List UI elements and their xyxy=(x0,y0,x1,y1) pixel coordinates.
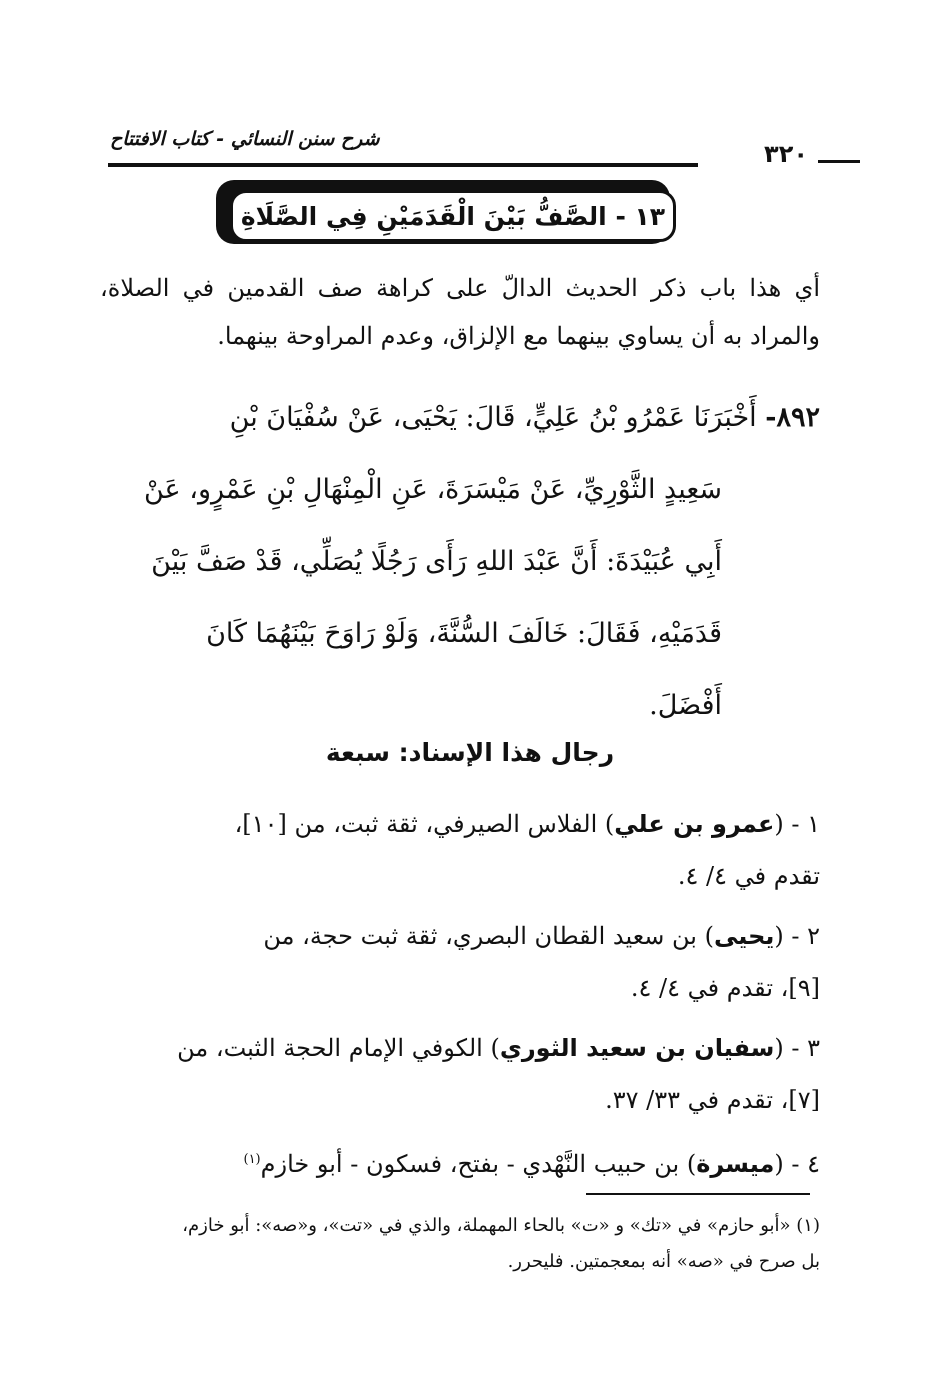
narrator-line xyxy=(100,798,820,850)
narrator-details: ) بن حبيب النَّهْدي - بفتح، فسكون - أبو خازم xyxy=(260,1150,697,1178)
running-title: شرح سنن النسائي - كتاب الافتتاح xyxy=(110,128,380,150)
footnotes xyxy=(100,1208,820,1280)
narrator-details: ) الكوفي الإمام الحجة الثبت، من xyxy=(177,1034,500,1062)
hadith-text xyxy=(100,382,820,742)
narrator-line: [٧]، تقدم في ٣٣/ ٣٧. xyxy=(605,1086,820,1114)
narrator-entry xyxy=(100,910,820,1014)
narrator-name: ميسرة xyxy=(696,1150,775,1178)
footnote-line: بل صرح في «صه» أنه بمعجمتين. فليحرر. xyxy=(507,1251,820,1272)
narrator-line xyxy=(100,1134,820,1190)
chapter-title-box xyxy=(230,190,676,242)
narrator-entry xyxy=(100,1134,820,1190)
narrator-name: عمرو بن علي xyxy=(614,810,775,838)
header-rule xyxy=(108,163,698,167)
hadith-line: أَبِي عُبَيْدَةَ: أَنَّ عَبْدَ اللهِ رَأَى رَجُلًا يُصَلِّي، قَدْ صَفَّ بَيْنَ xyxy=(151,546,722,577)
hadith-line: سَعِيدٍ الثَّوْرِيِّ، عَنْ مَيْسَرَةَ، عَنِ الْمِنْهَالِ بْنِ عَمْرٍو، عَنْ xyxy=(144,474,722,505)
narrator-prefix: ٢ - ( xyxy=(774,922,820,950)
narrator-details: ) بن سعيد القطان البصري، ثقة ثبت حجة، من xyxy=(263,922,714,950)
narrator-details: ) الفلاس الصيرفي، ثقة ثبت، من [١٠]، xyxy=(234,810,615,838)
narrator-prefix: ١ - ( xyxy=(774,810,820,838)
narrator-entry xyxy=(100,798,820,902)
narrator-line: تقدم في ٤/ ٤. xyxy=(677,862,820,890)
footnote-line: (١) «أبو حازم» في «تك» و «ت» بالحاء المهملة، والذي في «تت»، و«صه»: أبو خازم، xyxy=(182,1215,820,1236)
narrator-line: [٩]، تقدم في ٤/ ٤. xyxy=(630,974,820,1002)
hadith-line: أَفْضَلَ. xyxy=(649,690,722,721)
narrator-line xyxy=(100,910,820,962)
narrator-name: سفيان بن سعيد الثوري xyxy=(499,1034,775,1062)
hadith-number: ٨٩٢- xyxy=(765,402,820,433)
chapter-title: ١٣ - الصَّفُّ بَيْنَ الْقَدَمَيْنِ فِي الصَّلَاةِ xyxy=(240,201,666,231)
page-number: ٣٢٠ xyxy=(764,140,808,168)
narrator-entry xyxy=(100,1022,820,1126)
intro-paragraph: أي هذا باب ذكر الحديث الدالّ على كراهة صف القدمين في الصلاة، والمراد به أن يساوي بينهما مع الإلزاق، وعدم المراوحة بينهما. xyxy=(100,274,820,350)
section-heading: رجال هذا الإسناد: سبعة xyxy=(325,738,615,767)
narrator-name: يحيى xyxy=(713,922,775,950)
footnote-rule xyxy=(586,1193,810,1195)
page-number-dash xyxy=(818,160,860,163)
hadith-line-text: أَخْبَرَنَا عَمْرُو بْنُ عَلِيٍّ، قَالَ: يَحْيَى، عَنْ سُفْيَانَ بْنِ xyxy=(229,402,757,433)
hadith-line xyxy=(100,382,820,454)
narrator-line xyxy=(100,1022,820,1074)
narrator-prefix: ٤ - ( xyxy=(774,1150,820,1178)
narrator-prefix: ٣ - ( xyxy=(774,1034,820,1062)
footnote-ref: (١) xyxy=(243,1152,261,1167)
hadith-line: قَدَمَيْهِ، فَقَالَ: خَالَفَ السُّنَّةَ، وَلَوْ رَاوَحَ بَيْنَهُمَا كَانَ xyxy=(206,618,722,649)
